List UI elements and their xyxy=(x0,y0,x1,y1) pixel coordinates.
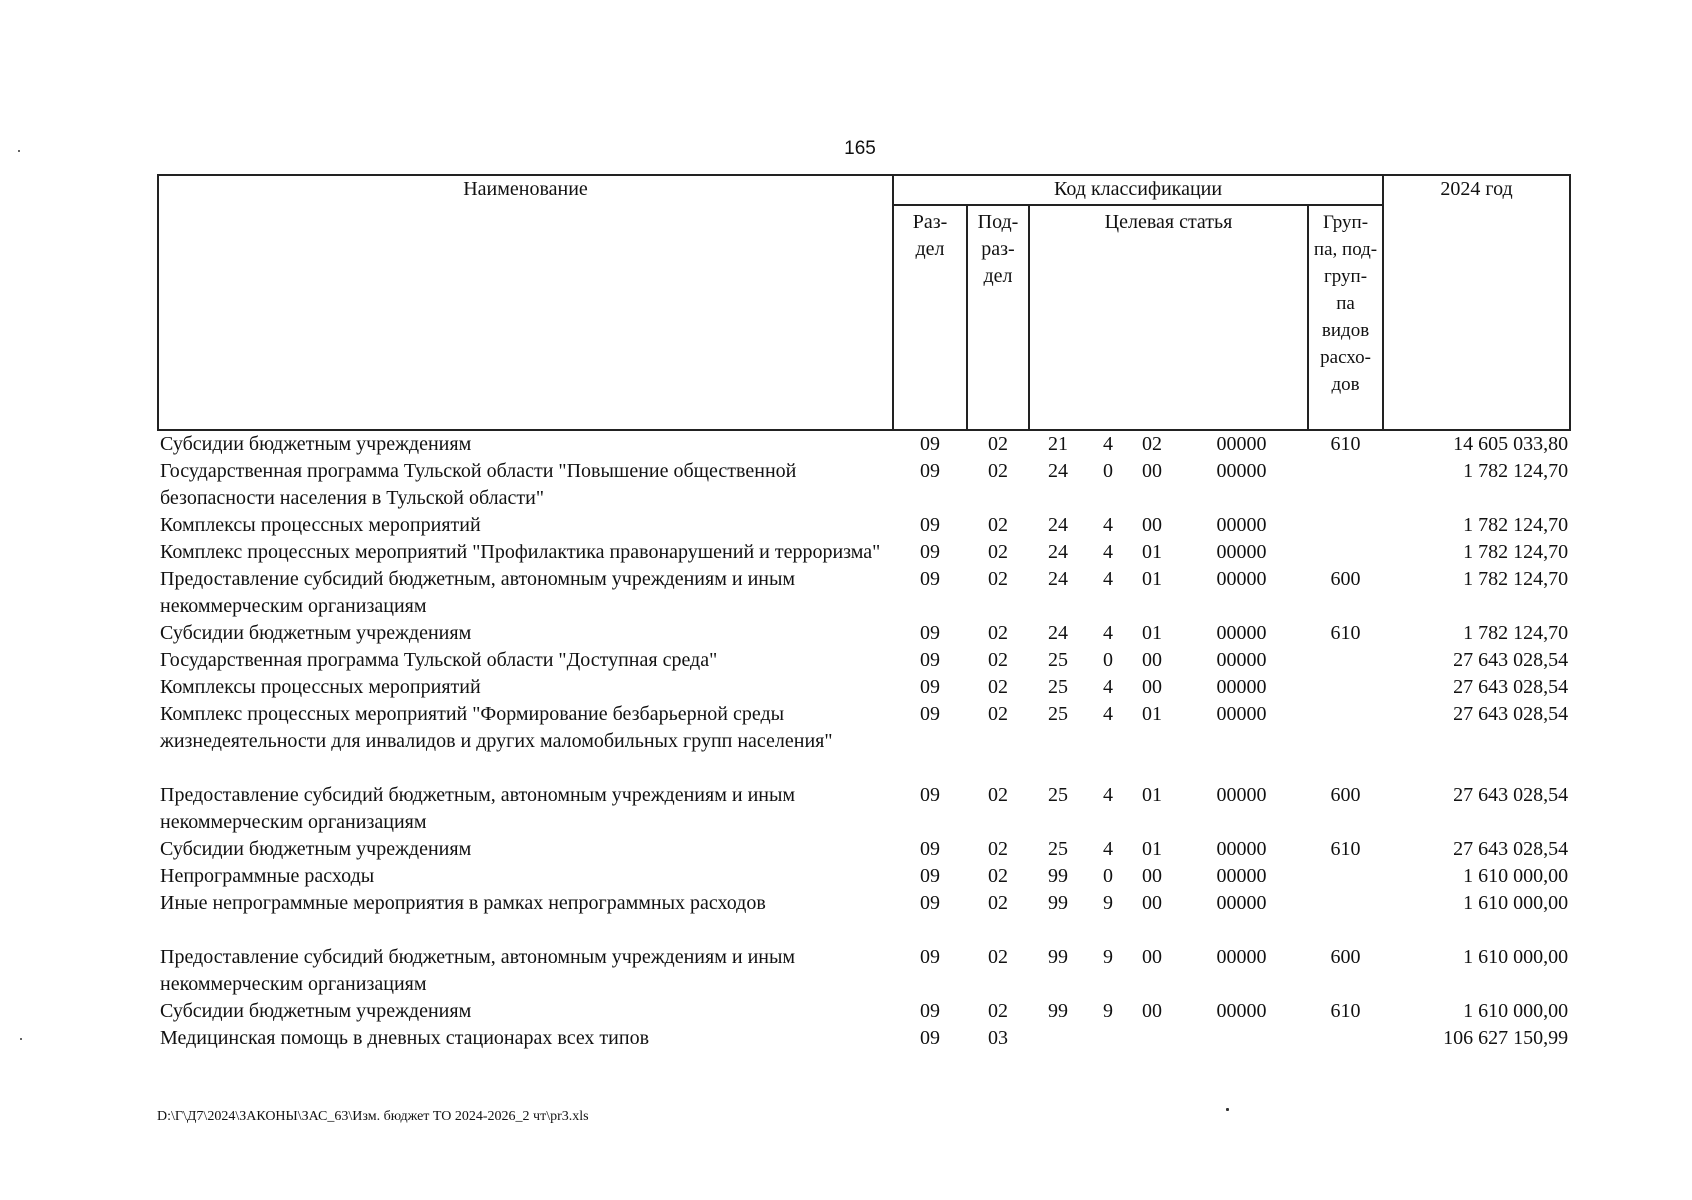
row-target-type: 4 xyxy=(1103,703,1113,725)
row-razdel: 09 xyxy=(920,541,940,563)
row-target-subprogram: 00 xyxy=(1142,865,1162,887)
table-row xyxy=(158,647,1570,674)
row-target-type: 4 xyxy=(1103,838,1113,860)
row-target-direction xyxy=(1175,1025,1308,1052)
row-target-direction: 00000 xyxy=(1216,703,1267,725)
row-expense-group xyxy=(1308,1025,1383,1052)
row-target-subprogram xyxy=(1129,1025,1175,1052)
row-podrazdel: 02 xyxy=(988,1000,1008,1022)
row-target-direction: 00000 xyxy=(1216,514,1267,536)
table-row xyxy=(158,458,1570,512)
row-podrazdel: 03 xyxy=(988,1027,1008,1049)
row-razdel: 09 xyxy=(920,892,940,914)
table-header xyxy=(158,175,1570,430)
row-podrazdel: 02 xyxy=(988,676,1008,698)
row-razdel: 09 xyxy=(920,460,940,482)
table-row xyxy=(158,863,1570,890)
row-expense-group xyxy=(1308,701,1383,782)
row-expense-group xyxy=(1308,458,1383,512)
header-target-article: Целевая статья xyxy=(1029,205,1308,430)
row-podrazdel: 02 xyxy=(988,703,1008,725)
row-podrazdel: 02 xyxy=(988,568,1008,590)
row-target-direction: 00000 xyxy=(1216,460,1267,482)
row-target-program: 99 xyxy=(1048,1000,1068,1022)
row-target-program xyxy=(1029,1025,1087,1052)
row-podrazdel: 02 xyxy=(988,514,1008,536)
row-expense-group: 600 xyxy=(1330,568,1361,590)
table-row xyxy=(158,539,1570,566)
row-name: Непрограммные расходы xyxy=(160,865,375,887)
row-podrazdel: 02 xyxy=(988,541,1008,563)
row-amount: 27 643 028,54 xyxy=(1453,676,1569,698)
row-expense-group xyxy=(1308,863,1383,890)
row-name: Медицинская помощь в дневных стационарах всех типов xyxy=(160,1027,650,1049)
row-expense-group: 610 xyxy=(1330,1000,1361,1022)
row-name: Субсидии бюджетным учреждениям xyxy=(160,433,472,455)
row-name: Комплексы процессных мероприятий xyxy=(160,676,481,698)
row-podrazdel: 02 xyxy=(988,838,1008,860)
header-razdel xyxy=(893,205,967,430)
footer-file-path: D:\Г\Д7\2024\ЗАКОНЫ\ЗАС_63\Изм. бюджет ТО 2024-2026_2 чт\pr3.xls xyxy=(157,1109,589,1124)
row-target-type: 4 xyxy=(1103,541,1113,563)
row-target-subprogram: 01 xyxy=(1142,568,1162,590)
header-razdel-text: Раз- дел xyxy=(912,211,948,260)
row-target-type: 0 xyxy=(1103,649,1113,671)
row-target-type: 0 xyxy=(1103,460,1113,482)
row-target-subprogram: 01 xyxy=(1142,784,1162,806)
row-name: Субсидии бюджетным учреждениям xyxy=(160,838,472,860)
header-name: Наименование xyxy=(158,175,893,430)
row-target-subprogram: 00 xyxy=(1142,649,1162,671)
row-podrazdel: 02 xyxy=(988,433,1008,455)
row-razdel: 09 xyxy=(920,622,940,644)
row-target-subprogram: 01 xyxy=(1142,622,1162,644)
row-target-type: 0 xyxy=(1103,865,1113,887)
table-row xyxy=(158,782,1570,836)
table-row xyxy=(158,890,1570,944)
row-expense-group xyxy=(1308,647,1383,674)
scan-speck xyxy=(20,1038,22,1040)
table-row xyxy=(158,620,1570,647)
row-target-type: 9 xyxy=(1103,892,1113,914)
row-razdel: 09 xyxy=(920,1027,940,1049)
row-name: Государственная программа Тульской области "Доступная среда" xyxy=(160,649,718,671)
row-razdel: 09 xyxy=(920,649,940,671)
row-podrazdel: 02 xyxy=(988,892,1008,914)
row-target-program: 24 xyxy=(1048,514,1068,536)
row-target-subprogram: 00 xyxy=(1142,460,1162,482)
row-target-direction: 00000 xyxy=(1216,649,1267,671)
row-name: Комплекс процессных мероприятий "Профилактика правонарушений и терроризма" xyxy=(160,541,881,563)
row-podrazdel: 02 xyxy=(988,649,1008,671)
row-razdel: 09 xyxy=(920,676,940,698)
row-target-direction: 00000 xyxy=(1216,865,1267,887)
row-razdel: 09 xyxy=(920,433,940,455)
row-amount: 106 627 150,99 xyxy=(1443,1027,1569,1049)
row-target-subprogram: 00 xyxy=(1142,892,1162,914)
row-target-type xyxy=(1087,1025,1129,1052)
row-expense-group: 600 xyxy=(1330,946,1361,968)
row-target-type: 4 xyxy=(1103,514,1113,536)
row-target-subprogram: 01 xyxy=(1142,838,1162,860)
table-row xyxy=(158,430,1570,458)
row-amount: 1 782 124,70 xyxy=(1463,460,1569,482)
scan-speck xyxy=(1226,1108,1229,1111)
row-expense-group xyxy=(1308,674,1383,701)
row-target-type: 4 xyxy=(1103,676,1113,698)
row-target-direction: 00000 xyxy=(1216,568,1267,590)
row-expense-group: 610 xyxy=(1330,838,1361,860)
row-podrazdel: 02 xyxy=(988,865,1008,887)
row-amount: 1 610 000,00 xyxy=(1463,946,1569,968)
row-amount: 1 610 000,00 xyxy=(1463,1000,1569,1022)
row-name: Субсидии бюджетным учреждениям xyxy=(160,1000,472,1022)
header-podrazdel-text: Под- раз- дел xyxy=(977,211,1019,287)
row-target-program: 25 xyxy=(1048,838,1068,860)
row-name: Государственная программа Тульской области "Повышение общественной безопасности населения в Тульской области" xyxy=(160,460,797,509)
row-name: Комплексы процессных мероприятий xyxy=(160,514,481,536)
row-amount: 1 782 124,70 xyxy=(1463,568,1569,590)
row-razdel: 09 xyxy=(920,784,940,806)
row-target-type: 9 xyxy=(1103,1000,1113,1022)
row-target-program: 21 xyxy=(1048,433,1068,455)
row-target-direction: 00000 xyxy=(1216,676,1267,698)
row-name: Предоставление субсидий бюджетным, автономным учреждениям и иным некоммерческим организациям xyxy=(160,946,796,995)
row-target-program: 24 xyxy=(1048,568,1068,590)
row-amount: 27 643 028,54 xyxy=(1453,703,1569,725)
row-target-subprogram: 00 xyxy=(1142,946,1162,968)
table-row xyxy=(158,674,1570,701)
table-row xyxy=(158,944,1570,998)
row-razdel: 09 xyxy=(920,838,940,860)
table-row xyxy=(158,836,1570,863)
row-amount: 1 782 124,70 xyxy=(1463,622,1569,644)
row-amount: 1 610 000,00 xyxy=(1463,892,1569,914)
row-amount: 27 643 028,54 xyxy=(1453,838,1569,860)
row-target-program: 25 xyxy=(1048,676,1068,698)
row-target-direction: 00000 xyxy=(1216,622,1267,644)
table-row xyxy=(158,566,1570,620)
row-target-program: 99 xyxy=(1048,865,1068,887)
row-target-type: 4 xyxy=(1103,433,1113,455)
row-expense-group: 610 xyxy=(1330,433,1361,455)
row-name: Предоставление субсидий бюджетным, автономным учреждениям и иным некоммерческим организациям xyxy=(160,568,796,617)
row-expense-group: 600 xyxy=(1330,784,1361,806)
row-razdel: 09 xyxy=(920,1000,940,1022)
row-razdel: 09 xyxy=(920,865,940,887)
header-podrazdel xyxy=(967,205,1029,430)
row-target-type: 4 xyxy=(1103,622,1113,644)
row-target-direction: 00000 xyxy=(1216,946,1267,968)
row-podrazdel: 02 xyxy=(988,946,1008,968)
row-podrazdel: 02 xyxy=(988,622,1008,644)
row-target-type: 4 xyxy=(1103,568,1113,590)
row-podrazdel: 02 xyxy=(988,784,1008,806)
row-target-direction: 00000 xyxy=(1216,1000,1267,1022)
row-podrazdel: 02 xyxy=(988,460,1008,482)
row-target-program: 24 xyxy=(1048,541,1068,563)
row-target-subprogram: 00 xyxy=(1142,514,1162,536)
row-target-subprogram: 01 xyxy=(1142,541,1162,563)
header-code-classification: Код классификации xyxy=(893,175,1383,205)
row-target-program: 24 xyxy=(1048,460,1068,482)
row-expense-group xyxy=(1308,890,1383,944)
row-amount: 27 643 028,54 xyxy=(1453,649,1569,671)
row-razdel: 09 xyxy=(920,568,940,590)
header-group-text: Груп- па, под- груп- па видов расхо- дов xyxy=(1313,212,1378,395)
row-target-type: 4 xyxy=(1103,784,1113,806)
table-row xyxy=(158,701,1570,782)
row-amount: 1 610 000,00 xyxy=(1463,865,1569,887)
row-target-direction: 00000 xyxy=(1216,784,1267,806)
table-row xyxy=(158,998,1570,1025)
row-expense-group: 610 xyxy=(1330,622,1361,644)
row-razdel: 09 xyxy=(920,946,940,968)
row-expense-group xyxy=(1308,512,1383,539)
row-target-subprogram: 01 xyxy=(1142,703,1162,725)
row-target-program: 25 xyxy=(1048,649,1068,671)
row-name: Субсидии бюджетным учреждениям xyxy=(160,622,472,644)
row-amount: 27 643 028,54 xyxy=(1453,784,1569,806)
row-target-program: 24 xyxy=(1048,622,1068,644)
page-number: 165 xyxy=(844,138,876,159)
row-target-type: 9 xyxy=(1103,946,1113,968)
row-razdel: 09 xyxy=(920,703,940,725)
row-target-program: 25 xyxy=(1048,784,1068,806)
table-body xyxy=(158,430,1570,1052)
row-target-subprogram: 00 xyxy=(1142,1000,1162,1022)
row-expense-group xyxy=(1308,539,1383,566)
row-amount: 1 782 124,70 xyxy=(1463,514,1569,536)
row-amount: 14 605 033,80 xyxy=(1453,433,1569,455)
row-razdel: 09 xyxy=(920,514,940,536)
row-amount: 1 782 124,70 xyxy=(1463,541,1569,563)
row-target-program: 25 xyxy=(1048,703,1068,725)
row-target-direction: 00000 xyxy=(1216,433,1267,455)
table-row xyxy=(158,1025,1570,1052)
row-target-direction: 00000 xyxy=(1216,541,1267,563)
row-target-subprogram: 00 xyxy=(1142,676,1162,698)
header-group xyxy=(1308,205,1383,430)
table-row xyxy=(158,512,1570,539)
budget-table xyxy=(157,174,1571,1052)
row-target-direction: 00000 xyxy=(1216,838,1267,860)
row-target-subprogram: 02 xyxy=(1142,433,1162,455)
header-year: 2024 год xyxy=(1383,175,1570,430)
row-name: Комплекс процессных мероприятий "Формирование безбарьерной среды жизнедеятельности для инвалидов и других маломобильных групп населения" xyxy=(160,703,833,752)
row-target-program: 99 xyxy=(1048,892,1068,914)
row-target-direction: 00000 xyxy=(1216,892,1267,914)
row-name: Иные непрограммные мероприятия в рамках непрограммных расходов xyxy=(160,892,766,914)
row-target-program: 99 xyxy=(1048,946,1068,968)
row-name: Предоставление субсидий бюджетным, автономным учреждениям и иным некоммерческим организациям xyxy=(160,784,796,833)
